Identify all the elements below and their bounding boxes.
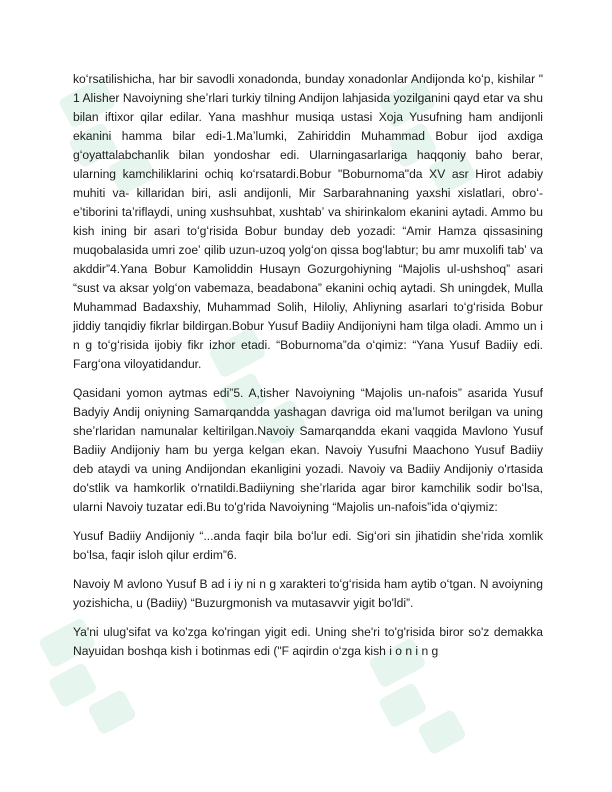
paragraph: Navoiy M avlono Yusuf B ad i iy ni n g xarakteri toʻgʻrisida ham aytib oʻtgan. N avoiyning yozishicha, u (Badiiy) “Buzurgmonish va mutasavvir yigit bo'ldi”.	[73, 577, 543, 610]
paragraph: koʻrsatilishicha, har bir savodli xonadonda, bunday xonadonlar Andijonda koʻp, kishilar " 1 Alisher Navoiyning sheʼrlari turkiy tilning Andijon lahjasida yozilganini qayd etar va shu bilan iftixor qilar edilar. Yana mashhur musiqa ustasi Xoja Yusufning ham andijonli ekanini hamma bilar edi-1.Maʼlumki, Zahiriddin Muhammad Bobur ijod axdiga gʻoyattalabchanlik bilan yondoshar edi. Ularningasarlariga haqqoniy baho berar, ularning kamchiliklarini ochiq koʻrsatardi.Bobur "Boburnoma"da XV asr Hirot adabiy muhiti va- killaridan biri, asli andijonli, Mir Sarbarahnaning yaxshi xislatlari, obroʻ-eʼtiborini taʼriflaydi, uning xushsuhbat, xushtabʼ va shirinkalom ekanini aytadi. Ammo bu kish ining bir asari toʻgʻrisida Bobur bunday deb yozadi: “Amir Hamza qissasining muqobalasida umri zoeʼ qilib uzun-uzoq yolgʻon qissa bogʻlabtur; bu amr muxolifi tabʼ va akddir”4.Yana Bobur Kamoliddin Husayn Gozurgohiyning “Majolis ul-ushshoq” asari “sust va aksar yolgʻon vabemaza, beadabona” ekanini ochiq aytadi. Sh uningdek, Mulla Muhammad Badaxshiy, Muhammad Solih, Hiloliy, Ahliyning asarlari toʻgʻrisida Bobur jiddiy tanqidiy fikrlar bildirgan.Bobur Yusuf Badiiy Andijoniyni ham tilga oladi. Ammo un i n g toʻgʻrisida ijobiy fikr izhor etadi. “Boburnoma”da oʻqimiz: “Yana Yusuf Badiiy edi. Fargʻona viloyatidandur.	[73, 72, 543, 371]
paragraph: Yusuf Badiiy Andijoniy “...anda faqir bila boʻlur edi. Sigʻori sin jihatidin sheʼrida xomlik boʻlsa, faqir isloh qilur erdim”6.	[73, 529, 543, 562]
document-body	[73, 70, 543, 671]
paragraph: Ya'ni ulug'sifat va ko'zga ko'ringan yigit edi. Uning she'ri to'g'risida biror so'z demakka Nayuidan boshqa kish i botinmas edi ("F aqirdin oʻzga kish i o n i n g	[73, 625, 543, 658]
paragraph: Qasidani yomon aytmas edi”5. A,tisher Navoiyning “Majolis un-nafois” asarida Yusuf Badyiy Andij oniyning Samarqandda yashagan davriga oid maʼlumot berilgan va uning sheʼrlaridan namunalar keltirilgan.Navoiy Samarqandda ekani vaqgida Mavlono Yusuf Badiiy Andijoniy ham bu yerga kelgan ekan. Navoiy Yusufni Maachono Yusuf Badiiy deb ataydi va uning Andijondan ekanligini yozadi. Navoiy va Badiiy Andijoniy o'rtasida do'stlik va hamkorlik o'rnatildi.Badiiyning sheʼrlarida agar biror kamchilik sodir boʻlsa, ularni Navoiy tuzatar edi.Bu to'g'rida Navoiyning “Majolis un-nafois”ida oʻqiymiz:	[73, 386, 543, 514]
